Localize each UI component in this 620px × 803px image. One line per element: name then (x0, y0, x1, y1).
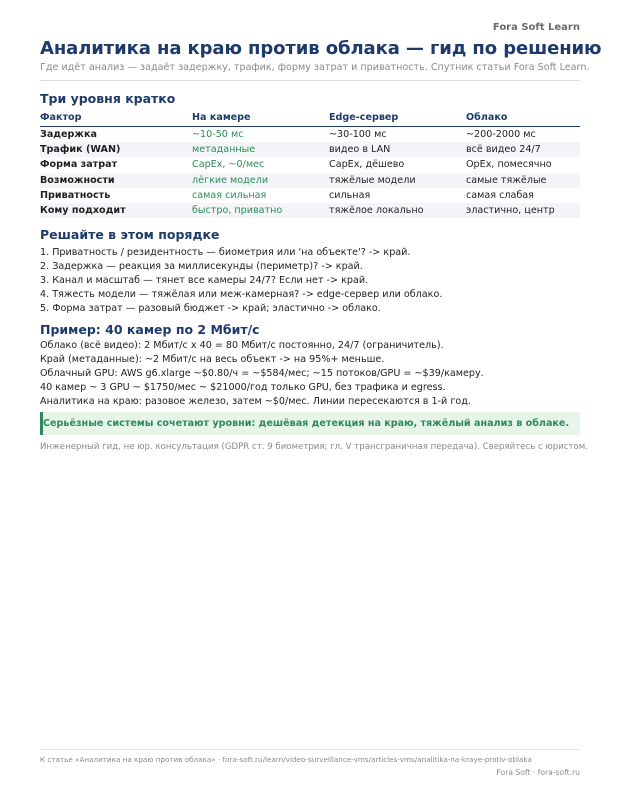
cell-cloud: ~200-2000 мс (466, 129, 536, 141)
callout-text: Серьёзные системы сочетают уровни: дешёвая детекция на краю, тяжёлый анализ в облаке. (43, 418, 570, 429)
row-factor: Форма затрат (40, 159, 118, 171)
column-header-camera: На камере (192, 110, 329, 127)
page-subtitle: Где идёт анализ — задаёт задержку, трафик, форму затрат и приватность. Спутник статьи Fora Soft Learn. (40, 62, 590, 73)
order-step: 3. Канал и масштаб — тянет все камеры 24/7? Если нет -> край. (40, 275, 369, 286)
example-line: Облако (всё видео): 2 Мбит/с x 40 = 80 Мбит/с постоянно, 24/7 (ограничитель). (40, 340, 444, 351)
cell-edge: тяжёлое локально (329, 203, 466, 218)
example-line: Облачный GPU: AWS g6.xlarge ~$0.80/ч = ~$584/мес; ~15 потоков/GPU = ~$39/камеру. (40, 368, 484, 379)
table-row (40, 142, 580, 157)
row-factor: Задержка (40, 129, 97, 141)
cell-cloud: эластично, центр (466, 203, 580, 218)
cell-edge: сильная (329, 189, 371, 201)
cell-camera: лёгкие модели (192, 173, 329, 188)
summary-callout (40, 412, 580, 435)
order-heading: Решайте в этом порядке (40, 227, 220, 242)
row-factor: Трафик (WAN) (40, 142, 192, 157)
cell-cloud: самая слабая (466, 189, 534, 201)
table-header-row (40, 110, 580, 127)
row-factor: Приватность (40, 189, 111, 201)
column-header-edge: Edge-сервер (329, 110, 466, 127)
brand-label: Fora Soft Learn (492, 22, 580, 33)
header-divider (40, 80, 580, 81)
page-title: Аналитика на краю против облака — гид по решению (40, 38, 602, 59)
levels-table (40, 110, 580, 218)
column-header-factor: Фактор (40, 110, 192, 127)
row-factor: Кому подходит (40, 203, 192, 218)
legal-disclaimer: Инженерный гид, не юр. консультация (GDPR ст. 9 биометрия; гл. V трансграничная передача). Сверяйтесь с юристом. (40, 442, 588, 452)
document-page (40, 0, 602, 803)
row-factor: Возможности (40, 173, 192, 188)
order-step: 5. Форма затрат — разовый бюджет -> край; эластично -> облако. (40, 303, 381, 314)
cell-edge: CapEx, дёшево (329, 159, 405, 171)
example-heading: Пример: 40 камер по 2 Мбит/с (40, 322, 260, 337)
table-row (40, 203, 580, 218)
cell-cloud: OpEx, помесячно (466, 159, 552, 171)
cell-edge: видео в LAN (329, 142, 466, 157)
order-step: 4. Тяжесть модели — тяжёлая или меж-камерная? -> edge-сервер или облако. (40, 289, 443, 300)
table-row (40, 188, 580, 203)
cell-camera: быстро, приватно (192, 203, 329, 218)
order-step: 1. Приватность / резидентность — биометрия или 'на объекте'? -> край. (40, 247, 411, 258)
table-row (40, 173, 580, 188)
cell-edge: тяжёлые модели (329, 173, 466, 188)
table-row (40, 127, 580, 143)
cell-camera: ~10-50 мс (192, 129, 244, 141)
footer-brand: Fora Soft · fora-soft.ru (496, 768, 580, 777)
example-line: Край (метаданные): ~2 Мбит/с на весь объект -> на 95%+ меньше. (40, 354, 385, 365)
cell-camera: CapEx, ~0/мес (192, 159, 265, 171)
levels-heading: Три уровня кратко (40, 91, 176, 106)
example-line: Аналитика на краю: разовое железо, затем ~$0/мес. Линии пересекаются в 1-й год. (40, 396, 471, 407)
order-step: 2. Задержка — реакция за миллисекунды (периметр)? -> край. (40, 261, 363, 272)
table-row (40, 157, 580, 172)
column-header-cloud: Облако (466, 110, 580, 127)
footer-source: К статье «Аналитика на краю против облака» · fora-soft.ru/learn/video-surveillance-vms/articles-vms/analitika-na-kraye-protiv-oblaka (40, 755, 532, 764)
cell-edge: ~30-100 мс (329, 129, 387, 141)
cell-cloud: всё видео 24/7 (466, 142, 580, 157)
cell-cloud: самые тяжёлые (466, 173, 580, 188)
cell-camera: самая сильная (192, 189, 267, 201)
cell-camera: метаданные (192, 142, 329, 157)
footer-divider (40, 749, 580, 750)
example-line: 40 камер ~ 3 GPU ~ $1750/мес ~ $21000/год только GPU, без трафика и egress. (40, 382, 446, 393)
